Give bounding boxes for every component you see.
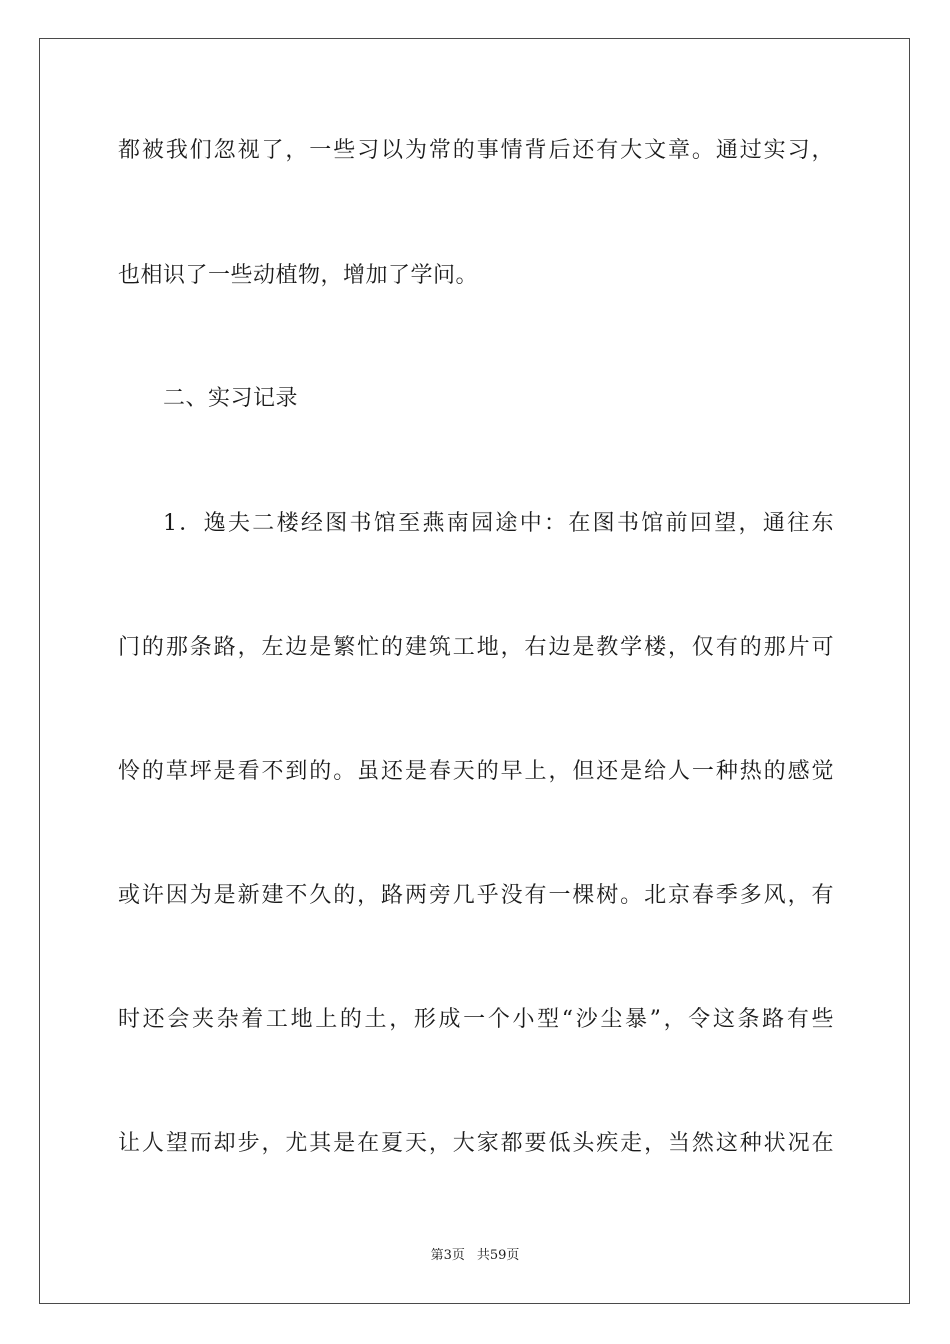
paragraph-line-8: 时还会夹杂着工地上的土，形成一个小型“沙尘暴”，令这条路有些 bbox=[118, 1007, 834, 1032]
paragraph-line-4: 1．逸夫二楼经图书馆至燕南园途中：在图书馆前回望，通往东 bbox=[163, 511, 834, 536]
page-footer bbox=[0, 1247, 950, 1265]
paragraph-line-1: 都被我们忽视了，一些习以为常的事情背后还有大文章。通过实习， bbox=[118, 138, 834, 163]
total-pages: 共59页 bbox=[476, 1248, 520, 1263]
page-border bbox=[39, 38, 910, 1304]
paragraph-line-9: 让人望而却步，尤其是在夏天，大家都要低头疾走，当然这种状况在 bbox=[118, 1131, 834, 1156]
paragraph-line-2: 也相识了一些动植物，增加了学问。 bbox=[118, 263, 479, 288]
paragraph-line-6: 怜的草坪是看不到的。虽还是春天的早上，但还是给人一种热的感觉 bbox=[118, 759, 834, 784]
paragraph-line-7: 或许因为是新建不久的，路两旁几乎没有一棵树。北京春季多风，有 bbox=[118, 883, 834, 908]
page-number: 第3页 bbox=[430, 1248, 465, 1263]
section-heading: 二、实习记录 bbox=[163, 386, 299, 411]
paragraph-line-5: 门的那条路，左边是繁忙的建筑工地，右边是教学楼，仅有的那片可 bbox=[118, 635, 834, 660]
